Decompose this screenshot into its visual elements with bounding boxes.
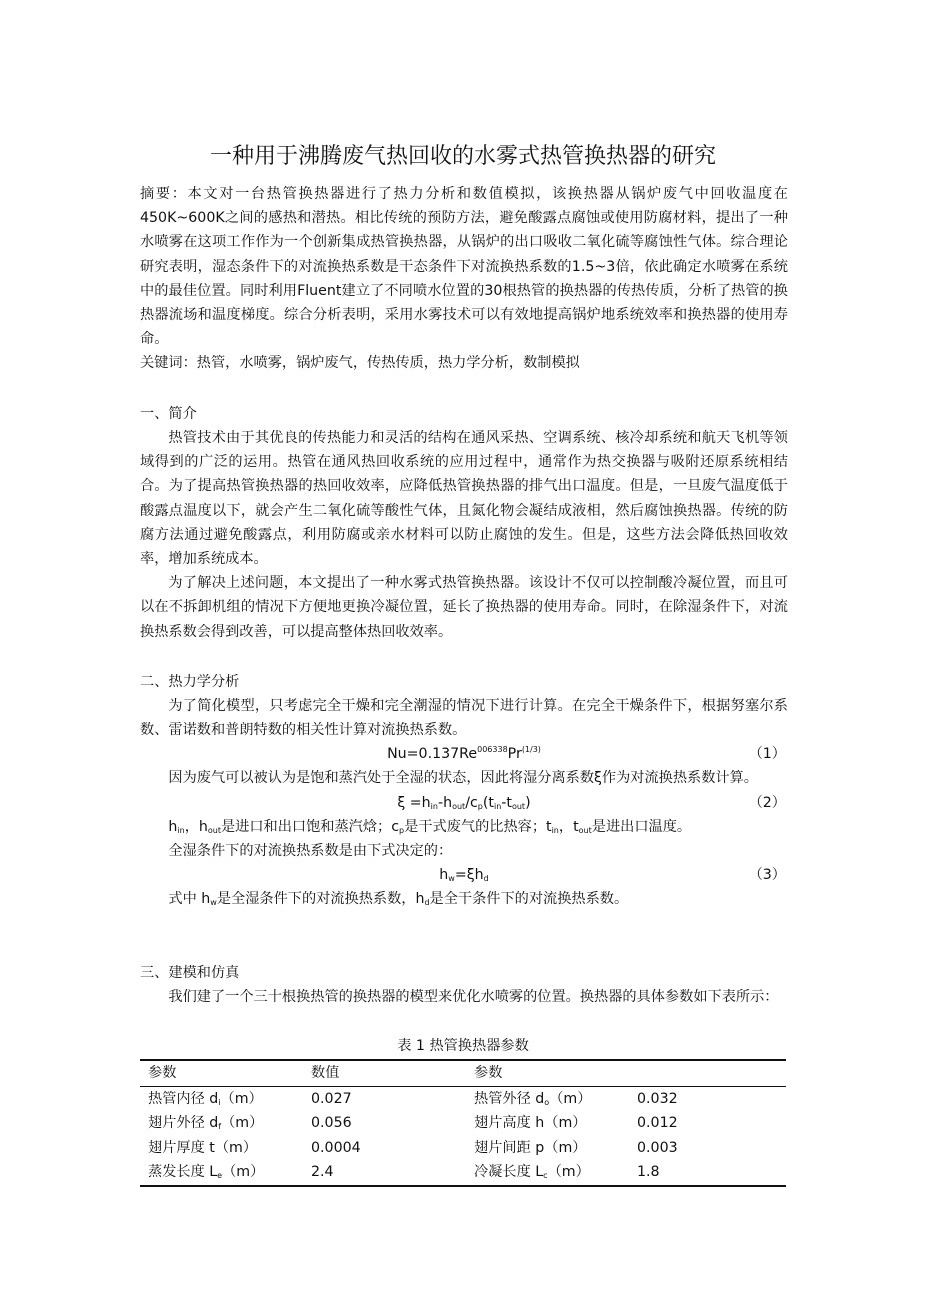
parameters-table [140,1059,786,1187]
table-row [140,1111,786,1136]
keywords [140,351,788,375]
keywords-label: 关键词： [140,355,197,372]
equation-1 [140,742,788,766]
section1-paragraph-1: 热管技术由于其优良的传热能力和灵活的结构在通风采热、空调系统、核冷却系统和航天飞机等领域得到的广泛的运用。热管在通风热回收系统的应用过程中，通常作为热交换器与吸附还原系统相结合。为了提高热管换热器的热回收效率，应降低热管换热器的排气出口温度。但是，一旦废气温度低于酸露点温度以下，就会产生二氧化硫等酸性气体，且氮化物会凝结成液相，然后腐蚀换热器。传统的防腐方法通过避免酸露点，利用防腐或亲水材料可以防止腐蚀的发生。但是，这些方法会降低热回收效率，增加系统成本。 [140,430,788,568]
table-header-cell: 参数 [140,1060,303,1086]
table-header-cell [629,1060,786,1086]
section2-paragraph-3: 全湿条件下的对流换热系数是由下式决定的： [168,842,453,859]
equation-3-number: （3） [748,867,786,884]
section3-body [140,985,788,1009]
table-cell-param: 冷凝长度 $L_c(m)$ [474,1164,590,1181]
table-cell-param: 翅片外径 $d_f(m)$ [148,1115,264,1132]
table-cell-param: 翅片间距 p（m） [474,1139,587,1156]
section2-paragraph-1: 为了简化模型，只考虑完全干燥和完全潮湿的情况下进行计算。在完全干燥条件下，根据努塞尔系数、雷诺数和普朗特数的相关性计算对流换热系数。 [140,698,788,739]
table-caption: 表 1 热管换热器参数 [397,1038,529,1054]
equation-2 [140,791,788,815]
equation-2-body: $\xi =h_{in}-h_{out}/c_p(t_{in}-t_{out})$ [397,794,531,811]
table-cell-value: 0.012 [637,1115,678,1132]
table-cell-value: 0.0004 [311,1139,361,1156]
table-cell-value: 0.056 [311,1115,352,1132]
table-cell-param: 翅片厚度 t（m） [148,1139,258,1156]
section3-paragraph-1: 我们建了一个三十根换热管的换热器的模型来优化水喷雾的位置。换热器的具体参数如下表所示： [168,989,779,1005]
table-cell-param: 蒸发长度 $L_e(m)$ [148,1164,265,1181]
table-row [140,1136,786,1161]
section1-body [140,426,788,644]
table-cell-value: 0.003 [637,1139,678,1156]
section1-heading: 一、简介 [140,406,197,422]
abstract [140,182,788,351]
table-cell-value: 2.4 [311,1164,334,1181]
table-header-row [140,1060,786,1086]
equation-2-number: （2） [748,794,786,811]
abstract-text: 本文对一台热管换热器进行了热力分析和数值模拟，该换热器从锅炉废气中回收温度在450K~600K之间的感热和潜热。相比传统的预防方法，避免酸露点腐蚀或使用防腐材料，提出了一种水喷雾在这项工作作为一个创新集成热管换热器，从锅炉的出口吸收二氧化硫等腐蚀性气体。综合理论研究表明，湿态条件下的对流换热系数是干态条件下对流换热系数的1.5~3倍，依此确定水喷雾在系统中的最佳位置。同时利用Fluent建立了不同喷水位置的30根热管的换热器的传热传质，分析了热管的换热器流场和温度梯度。综合分析表明，采用水雾技术可以有效地提高锅炉地系统效率和换热器的使用寿命。 [140,186,788,348]
table-cell-param: 热管外径 $d_o(m)$ [474,1090,592,1107]
table-cell-param: 翅片高度 h（m） [474,1115,587,1132]
keywords-text: 热管，水喷雾，锅炉废气，传热传质，热力学分析，数制模拟 [196,355,580,372]
equation-1-number: （1） [748,746,786,763]
abstract-label: 摘要： [140,186,188,202]
table-cell-value: 0.027 [311,1090,352,1107]
equation-3-body: $h_w=\xi h_d$ [439,867,489,884]
table-cell-value: 1.8 [637,1164,660,1181]
equation-3 [140,863,788,887]
equation-3-definitions: 式中 $h_w$是全湿条件下的对流换热系数，$h_d$是全干条件下的对流换热系数。 [168,891,629,908]
section2-paragraph-2: 因为废气可以被认为是饱和蒸汽处于全湿的状态，因此将湿分离系数ξ作为对流换热系数计算。 [168,770,758,787]
table-cell-param: 热管内径 $d_i(m)$ [148,1090,263,1107]
section2-heading: 二、热力学分析 [140,674,240,690]
section2-body [140,694,788,911]
abstract-block [140,182,788,376]
equation-2-definitions: $h_{in}$，$h_{out}$是进口和出口饱和蒸汽焓；$c_p$是干式废气的比热容；$t_{in}$，$t_{out}$是进出口温度。 [168,818,692,835]
paper-title: 一种用于沸腾废气热回收的水雾式热管换热器的研究 [209,144,716,169]
table-cell-value: 0.032 [637,1090,678,1107]
table-row [140,1160,786,1186]
section1-paragraph-2: 为了解决上述问题，本文提出了一种水雾式热管换热器。该设计不仅可以控制酸冷凝位置，而且可以在不拆卸机组的情况下方便地更换冷凝位置，延长了换热器的使用寿命。同时，在除湿条件下，对流换热系数会得到改善，可以提高整体热回收效率。 [140,575,788,640]
table-header-cell: 参数 [466,1060,629,1086]
table-row [140,1086,786,1111]
equation-1-body: $Nu=0.137Re^{006338}Pr^{(1/3)}$ [387,745,541,763]
table-header-cell: 数值 [303,1060,466,1086]
section3-heading: 三、建模和仿真 [140,965,240,981]
